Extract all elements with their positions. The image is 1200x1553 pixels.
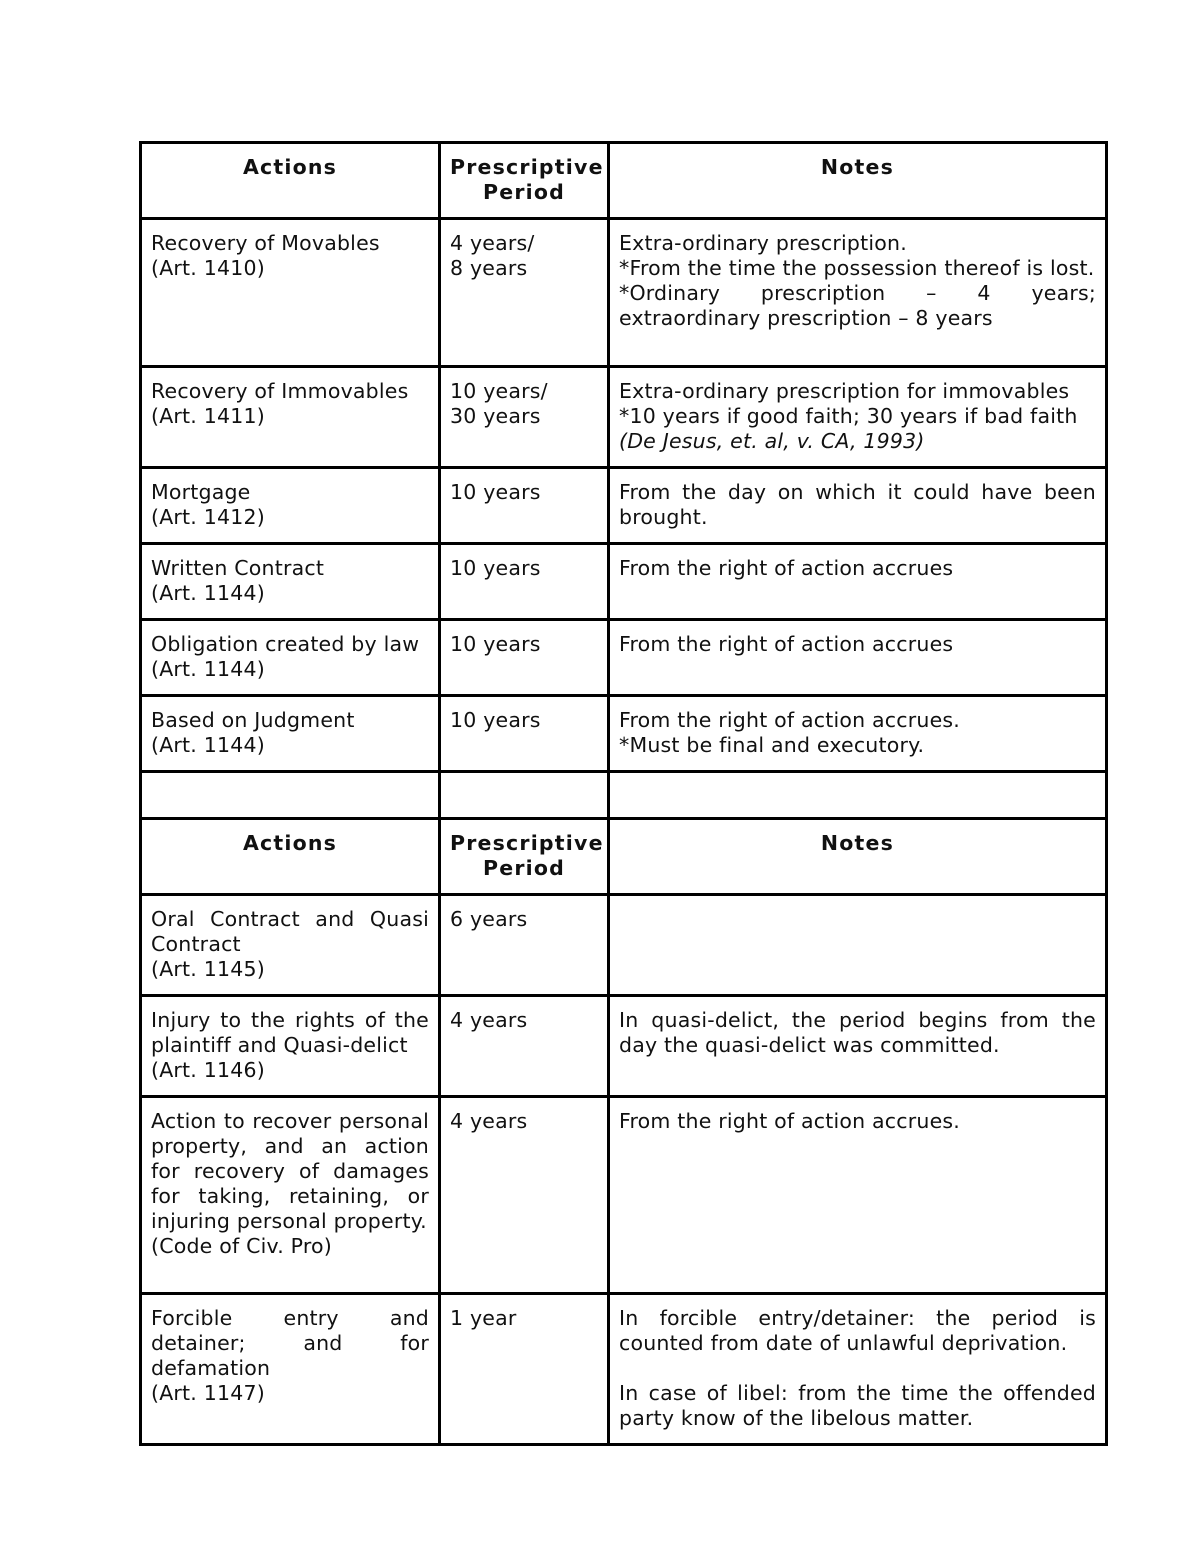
- header-actions: Actions: [141, 143, 440, 219]
- action-cell: [141, 1294, 440, 1445]
- table-row: [141, 1097, 1107, 1294]
- note-text: *10 years if good faith; 30 years if bad faith: [619, 404, 1078, 428]
- notes-cell: [609, 1294, 1107, 1445]
- action-cell: [141, 696, 440, 772]
- prescriptive-periods-table: [139, 141, 1108, 1446]
- note-text: *Must be final and executory.: [619, 733, 925, 757]
- notes-cell: [609, 219, 1107, 367]
- period-cell: [440, 1097, 609, 1294]
- notes-cell: [609, 544, 1107, 620]
- note-text: In quasi-delict, the period begins from the day the quasi-delict was committed.: [619, 1008, 1096, 1057]
- period-value: 10 years: [450, 480, 541, 504]
- note-text: In forcible entry/detainer: the period is counted from date of unlawful deprivation.: [619, 1306, 1096, 1355]
- blank-cell: [141, 772, 440, 819]
- period-value: 1 year: [450, 1306, 517, 1330]
- note-text: *Ordinary prescription – 4 years; extraordinary prescription – 8 years: [619, 281, 1096, 330]
- article-ref: (Art. 1144): [151, 733, 265, 757]
- blank-separator-row: [141, 772, 1107, 819]
- period-value: 30 years: [450, 404, 541, 428]
- note-text: *From the time the possession thereof is lost.: [619, 256, 1095, 280]
- action-cell: [141, 219, 440, 367]
- action-name: Oral Contract and Quasi Contract: [151, 907, 429, 956]
- note-text: From the right of action accrues.: [619, 1109, 960, 1133]
- table-row: [141, 367, 1107, 468]
- action-name: Mortgage: [151, 480, 251, 504]
- notes-cell: [609, 1097, 1107, 1294]
- action-name: Action to recover personal property, and an action for recovery of damages for taking, retaining, or injuring personal property.: [151, 1109, 429, 1233]
- table-row: [141, 1294, 1107, 1445]
- period-cell: [440, 696, 609, 772]
- action-cell: [141, 544, 440, 620]
- action-cell: [141, 1097, 440, 1294]
- action-name: Forcible entry and detainer; and for defamation: [151, 1306, 429, 1380]
- note-text: From the day on which it could have been brought.: [619, 480, 1096, 529]
- notes-cell: [609, 996, 1107, 1097]
- table-row: [141, 544, 1107, 620]
- table-row: [141, 895, 1107, 996]
- note-text: In case of libel: from the time the offended party know of the libelous matter.: [619, 1381, 1096, 1430]
- notes-cell: [609, 696, 1107, 772]
- period-value: 10 years/: [450, 379, 548, 403]
- note-text: From the right of action accrues: [619, 632, 954, 656]
- period-cell: [440, 367, 609, 468]
- period-value: 4 years/: [450, 231, 535, 255]
- notes-cell: [609, 468, 1107, 544]
- action-name: Obligation created by law: [151, 632, 420, 656]
- article-ref: (Art. 1145): [151, 957, 265, 981]
- period-value: 4 years: [450, 1109, 528, 1133]
- article-ref: (Code of Civ. Pro): [151, 1234, 332, 1258]
- action-name: Based on Judgment: [151, 708, 355, 732]
- period-cell: [440, 620, 609, 696]
- notes-cell: [609, 895, 1107, 996]
- period-value: 10 years: [450, 708, 541, 732]
- table-row: [141, 468, 1107, 544]
- action-cell: [141, 895, 440, 996]
- paragraph-gap: [619, 1356, 1096, 1381]
- table-header-row: [141, 819, 1107, 895]
- article-ref: (Art. 1144): [151, 657, 265, 681]
- notes-cell: [609, 620, 1107, 696]
- action-name: Written Contract: [151, 556, 325, 580]
- period-cell: [440, 468, 609, 544]
- header-notes: Notes: [609, 819, 1107, 895]
- article-ref: (Art. 1411): [151, 404, 265, 428]
- action-cell: [141, 468, 440, 544]
- action-name: Recovery of Movables: [151, 231, 380, 255]
- action-name: Recovery of Immovables: [151, 379, 409, 403]
- action-cell: [141, 620, 440, 696]
- article-ref: (Art. 1410): [151, 256, 265, 280]
- case-citation: (De Jesus, et. al, v. CA, 1993): [619, 429, 925, 453]
- period-value: 4 years: [450, 1008, 528, 1032]
- notes-cell: [609, 367, 1107, 468]
- article-ref: (Art. 1144): [151, 581, 265, 605]
- period-cell: [440, 895, 609, 996]
- action-cell: [141, 996, 440, 1097]
- period-cell: [440, 996, 609, 1097]
- header-actions: Actions: [141, 819, 440, 895]
- period-value: 8 years: [450, 256, 528, 280]
- table-header-row: [141, 143, 1107, 219]
- note-text: Extra-ordinary prescription.: [619, 231, 907, 255]
- table-row: [141, 696, 1107, 772]
- period-cell: [440, 219, 609, 367]
- header-notes: Notes: [609, 143, 1107, 219]
- blank-cell: [440, 772, 609, 819]
- action-name: Injury to the rights of the plaintiff and Quasi-delict: [151, 1008, 429, 1057]
- article-ref: (Art. 1147): [151, 1381, 265, 1405]
- period-value: 6 years: [450, 907, 528, 931]
- article-ref: (Art. 1146): [151, 1058, 265, 1082]
- header-prescriptive-period: Prescriptive Period: [440, 143, 609, 219]
- table-row: [141, 620, 1107, 696]
- note-text: Extra-ordinary prescription for immovables: [619, 379, 1070, 403]
- note-text: From the right of action accrues.: [619, 708, 960, 732]
- period-value: 10 years: [450, 556, 541, 580]
- action-cell: [141, 367, 440, 468]
- note-text: From the right of action accrues: [619, 556, 954, 580]
- article-ref: (Art. 1412): [151, 505, 265, 529]
- header-prescriptive-period: Prescriptive Period: [440, 819, 609, 895]
- period-cell: [440, 1294, 609, 1445]
- blank-cell: [609, 772, 1107, 819]
- table-row: [141, 219, 1107, 367]
- period-value: 10 years: [450, 632, 541, 656]
- period-cell: [440, 544, 609, 620]
- table-row: [141, 996, 1107, 1097]
